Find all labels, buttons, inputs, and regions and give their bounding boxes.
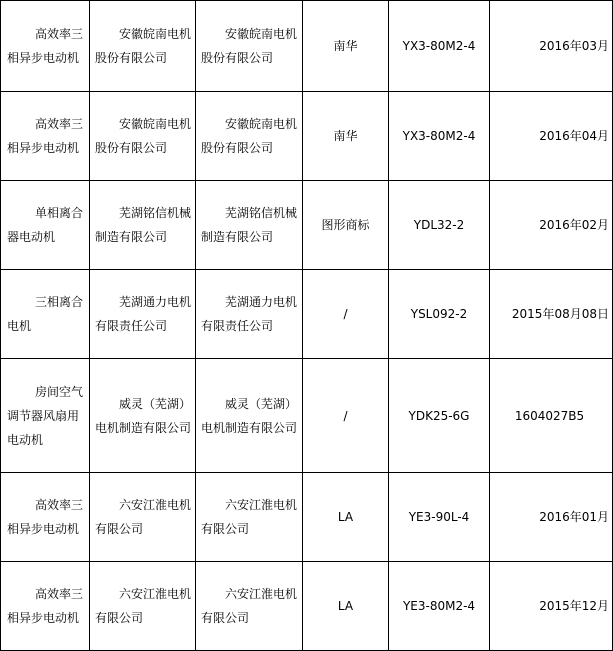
date-cell: 2016年04月	[490, 92, 613, 181]
model-cell: YDL32-2	[389, 181, 490, 270]
table-row	[1, 92, 613, 181]
applicant-cell: 威灵（芜湖）电机制造有限公司	[196, 359, 303, 473]
applicant-cell: 芜湖通力电机有限责任公司	[196, 270, 303, 359]
table-row	[1, 270, 613, 359]
date-cell: 2016年02月	[490, 181, 613, 270]
product-name-cell: 高效率三相异步电动机	[1, 1, 90, 92]
manufacturer-cell: 威灵（芜湖）电机制造有限公司	[90, 359, 196, 473]
date-cell: 2015年12月	[490, 562, 613, 651]
trademark-cell: 图形商标	[303, 181, 389, 270]
applicant-cell: 六安江淮电机有限公司	[196, 562, 303, 651]
applicant-cell: 六安江淮电机有限公司	[196, 473, 303, 562]
manufacturer-cell: 安徽皖南电机股份有限公司	[90, 1, 196, 92]
manufacturer-cell: 六安江淮电机有限公司	[90, 473, 196, 562]
trademark-cell: /	[303, 359, 389, 473]
manufacturer-cell: 芜湖通力电机有限责任公司	[90, 270, 196, 359]
date-cell: 2016年03月	[490, 1, 613, 92]
table-row	[1, 359, 613, 473]
trademark-cell: LA	[303, 562, 389, 651]
trademark-cell: 南华	[303, 92, 389, 181]
date-cell: 2016年01月	[490, 473, 613, 562]
model-cell: YX3-80M2-4	[389, 1, 490, 92]
date-cell: 2015年08月08日	[490, 270, 613, 359]
manufacturer-cell: 安徽皖南电机股份有限公司	[90, 92, 196, 181]
product-name-cell: 单相离合器电动机	[1, 181, 90, 270]
trademark-cell: 南华	[303, 1, 389, 92]
table-row	[1, 1, 613, 92]
trademark-cell: /	[303, 270, 389, 359]
applicant-cell: 安徽皖南电机股份有限公司	[196, 92, 303, 181]
product-name-cell: 三相离合电机	[1, 270, 90, 359]
table-row	[1, 473, 613, 562]
table-row	[1, 181, 613, 270]
manufacturer-cell: 芜湖铭信机械制造有限公司	[90, 181, 196, 270]
product-name-cell: 房间空气调节器风扇用电动机	[1, 359, 90, 473]
date-cell: 160402​7B5	[490, 359, 613, 473]
model-cell: YDK25-6G	[389, 359, 490, 473]
product-name-cell: 高效率三相异步电动机	[1, 562, 90, 651]
applicant-cell: 安徽皖南电机股份有限公司	[196, 1, 303, 92]
trademark-cell: LA	[303, 473, 389, 562]
model-cell: YE3-90L-4	[389, 473, 490, 562]
model-cell: YSL092-2	[389, 270, 490, 359]
product-name-cell: 高效率三相异步电动机	[1, 473, 90, 562]
model-cell: YX3-80M2-4	[389, 92, 490, 181]
table-row	[1, 562, 613, 651]
applicant-cell: 芜湖铭信机械制造有限公司	[196, 181, 303, 270]
model-cell: YE3-80M2-4	[389, 562, 490, 651]
product-name-cell: 高效率三相异步电动机	[1, 92, 90, 181]
manufacturer-cell: 六安江淮电机有限公司	[90, 562, 196, 651]
